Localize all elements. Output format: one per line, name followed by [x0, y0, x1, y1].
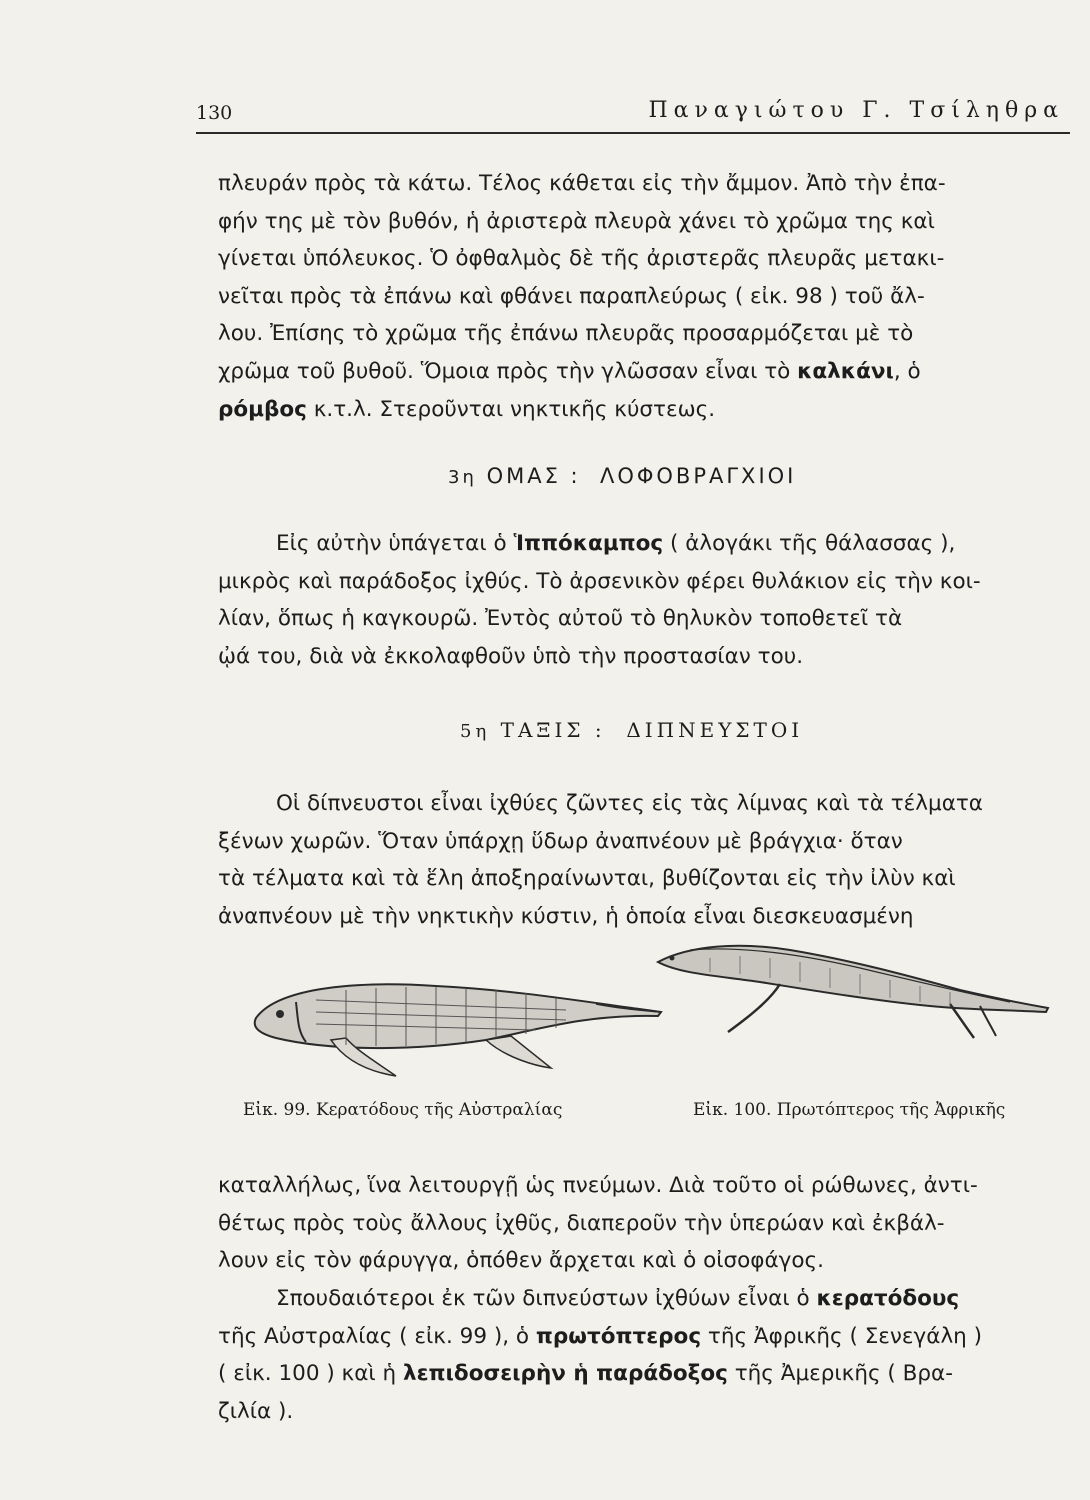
section-rank: 3η	[448, 467, 477, 488]
text-line: ζιλία ).	[218, 1398, 294, 1424]
text-line: Οἱ δίπνευστοι εἶναι ἰχθύες ζῶντες εἰς τὰς λίμνας καὶ τὰ τέλματα	[276, 791, 983, 816]
text-line: φήν της μὲ τὸν βυθόν, ἡ ἀριστερὰ πλευρὰ χάνει τὸ χρῶμα της καὶ	[218, 208, 935, 234]
text-run: ( εἰκ. 100 ) καὶ ἡ	[218, 1361, 403, 1387]
text-run: Σπουδαιότεροι ἐκ τῶν διπνεύστων ἰχθύων εἶναι ὁ	[276, 1286, 817, 1311]
text-line: τὰ τέλματα καὶ τὰ ἕλη ἀποξηραίνωνται, βυθίζονται εἰς τὴν ἰλὺν καὶ	[218, 866, 956, 892]
text-line	[218, 391, 1074, 429]
figure-100-caption: Εἰκ. 100. Πρωτόπτερος τῆς Ἀφρικῆς	[693, 1100, 1006, 1120]
term-ceratodus: κερατόδους	[816, 1286, 960, 1311]
section-label: ΤΑΞΙΣ :	[500, 718, 606, 742]
text-line	[218, 1280, 1074, 1318]
figure-100-protopterus-illustration	[650, 940, 1050, 1050]
text-line: καταλλήλως, ἵνα λειτουργῇ ὡς πνεύμων. Διὰ τοῦτο οἱ ρώθωνες, ἀντι-	[218, 1173, 978, 1198]
text-run: Εἰς αὐτὴν ὑπάγεται ὁ	[276, 531, 514, 556]
text-line: νεῖται πρὸς τὰ ἐπάνω καὶ φθάνει παραπλεύρως ( εἰκ. 98 ) τοῦ ἄλ-	[218, 283, 925, 309]
figure-99-lungfish-illustration	[236, 940, 666, 1080]
text-line: λου. Ἐπίσης τὸ χρῶμα τῆς ἐπάνω πλευρᾶς προσαρμόζεται μὲ τὸ	[218, 321, 914, 347]
paragraph-flatfish	[218, 165, 1074, 428]
text-line: πλευράν πρὸς τὰ κάτω. Τέλος κάθεται εἰς τὴν ἄμμον. Ἀπὸ τὴν ἐπα-	[218, 171, 946, 196]
text-line: θέτως πρὸς τοὺς ἄλλους ἰχθῦς, διαπεροῦν τὴν ὑπερώαν καὶ ἐκβάλ-	[218, 1210, 945, 1236]
running-head: Παναγιώτου Γ. Τσίληθρα	[648, 98, 1064, 123]
term-protopterus: πρωτόπτερος	[535, 1323, 702, 1349]
page-number: 130	[196, 102, 233, 124]
text-line: ᾠά του, διὰ νὰ ἐκκολαφθοῦν ὑπὸ τὴν προστασίαν του.	[218, 643, 804, 669]
text-line	[218, 1355, 1074, 1393]
figure-99-caption: Εἰκ. 99. Κερατόδους τῆς Αὐστραλίας	[243, 1100, 563, 1120]
page-header	[196, 98, 1070, 132]
paragraph-seahorse	[218, 525, 1074, 675]
term-hippocampus: Ἱππόκαμπος	[513, 531, 664, 556]
section-label: ΟΜΑΣ :	[486, 464, 581, 488]
text-line: γίνεται ὑπόλευκος. Ὁ ὀφθαλμὸς δὲ τῆς ἀριστερᾶς πλευρᾶς μετακι-	[218, 246, 945, 272]
paragraph-lungfish-continued	[218, 1167, 1074, 1280]
text-line: λίαν, ὅπως ἡ καγκουρῶ. Ἐντὸς αὐτοῦ τὸ θηλυκὸν τοποθετεῖ τὰ	[218, 606, 903, 632]
text-line: ἀναπνέουν μὲ τὴν νηκτικὴν κύστιν, ἡ ὁποία εἶναι διεσκευασμένη	[218, 903, 914, 929]
text-line: λουν εἰς τὸν φάρυγγα, ὁπόθεν ἄρχεται καὶ ὁ οἰσοφάγος.	[218, 1248, 824, 1274]
paragraph-lungfish	[218, 785, 1074, 935]
text-run: τῆς Ἀφρικῆς ( Σενεγάλη )	[701, 1323, 983, 1349]
section-rank: 5η	[460, 721, 491, 742]
text-run: χρῶμα τοῦ βυθοῦ. Ὅμοια πρὸς τὴν γλῶσσαν εἶναι τὸ	[218, 358, 798, 384]
section-title: ΛΟΦΟΒΡΑΓΧΙΟΙ	[599, 464, 797, 488]
text-line	[218, 525, 1074, 563]
text-line: ξένων χωρῶν. Ὅταν ὑπάρχῃ ὕδωρ ἀναπνέουν μὲ βράγχια· ὅταν	[218, 828, 903, 854]
text-line: μικρὸς καὶ παράδοξος ἰχθύς. Τὸ ἀρσενικὸν φέρει θυλάκιον εἰς τὴν κοι-	[218, 568, 981, 594]
text-line	[218, 1318, 1074, 1356]
paragraph-important-lungfish	[218, 1280, 1074, 1430]
figure-row	[226, 940, 1066, 1090]
term-kalkani: καλκάνι	[797, 358, 894, 384]
term-rombos: ρόμβος	[218, 396, 307, 422]
section-heading-lophobranchii	[448, 464, 796, 488]
text-run: κ.τ.λ. Στεροῦνται νηκτικῆς κύστεως.	[306, 396, 716, 422]
header-rule	[196, 132, 1070, 134]
text-line	[218, 353, 1074, 391]
text-run: τῆς Αὐστραλίας ( εἰκ. 99 ), ὁ	[218, 1323, 536, 1349]
term-lepidosiren: λεπιδοσειρὴν ἡ παράδοξος	[402, 1361, 728, 1387]
text-run: , ὁ	[893, 358, 921, 384]
text-run: τῆς Ἀμερικῆς ( Βρα-	[727, 1361, 953, 1387]
section-title: ΔΙΠΝΕΥΣΤΟΙ	[626, 718, 804, 742]
section-heading-dipnoi	[460, 718, 803, 742]
text-run: ( ἀλογάκι τῆς θάλασσας ),	[663, 531, 956, 556]
